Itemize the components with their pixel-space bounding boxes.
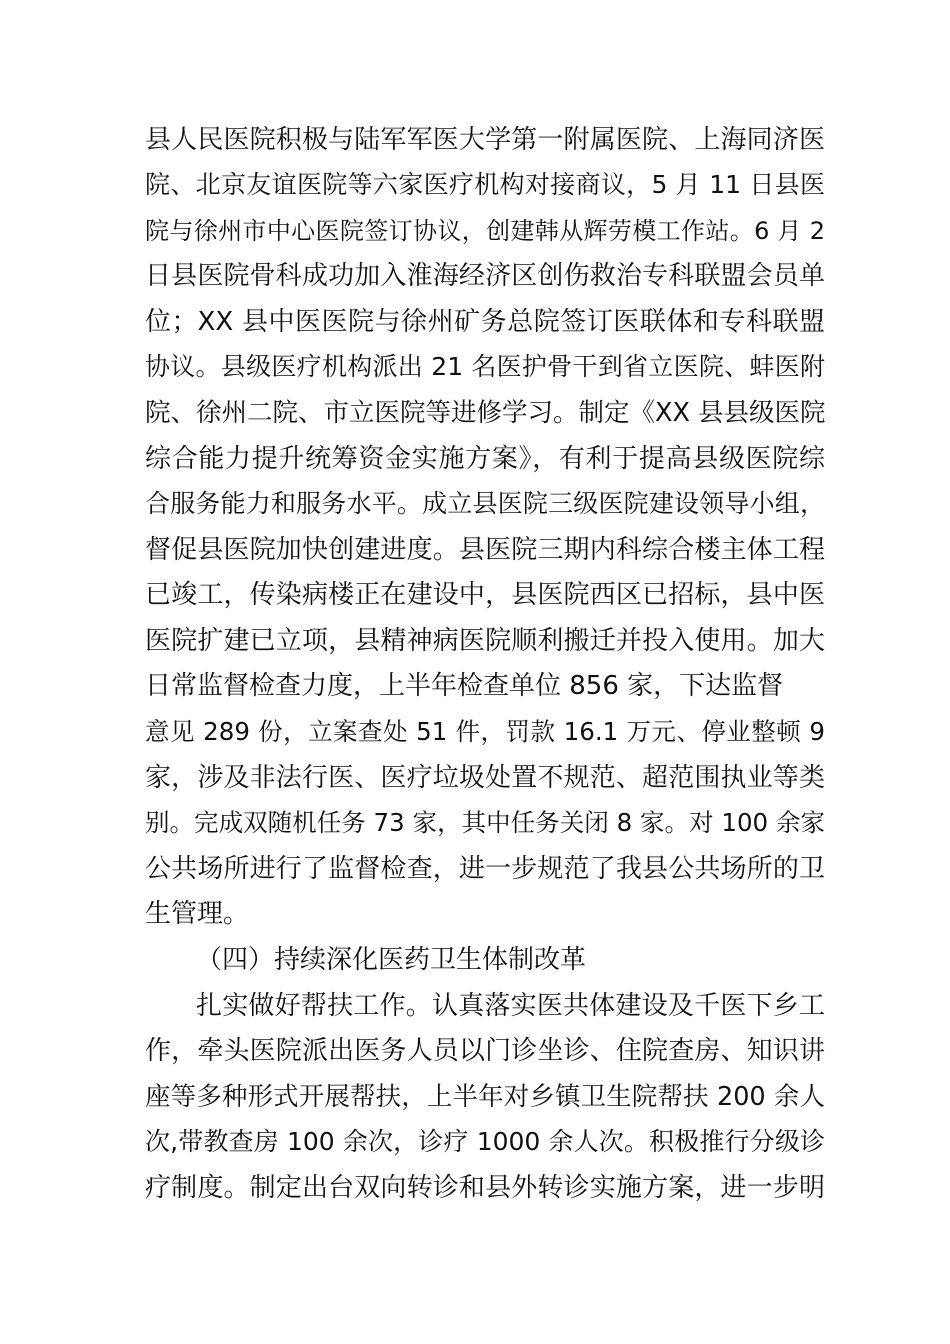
paragraph-line: 日常监督检查力度，上半年检查单位 856 家，下达监督 — [145, 671, 784, 701]
paragraph-line: 生管理。 — [145, 899, 250, 929]
paragraph-line: 位；XX 县中医医院与徐州矿务总院签订医联体和专科联盟 — [145, 307, 825, 337]
paragraph-line: 协议。县级医疗机构派出 21 名医护骨干到省立医院、蚌医附 — [145, 352, 825, 381]
paragraph-line: 院与徐州市中心医院签订协议，创建韩从辉劳模工作站。6 月 2 — [145, 217, 825, 245]
paragraph-line: 日县医院骨科成功加入淮海经济区创伤救治专科联盟会员单 — [145, 261, 825, 291]
paragraph-line: 意见 289 份，立案查处 51 件，罚款 16.1 万元、停业整顿 9 — [145, 717, 825, 746]
paragraph-line: 家，涉及非法行医、医疗垃圾处置不规范、超范围执业等类 — [145, 763, 825, 793]
paragraph-line: 作，牵头医院派出医务人员以门诊坐诊、住院查房、知识讲 — [145, 1036, 825, 1066]
paragraph-line: 合服务能力和服务水平。成立县医院三级医院建设领导小组， — [145, 489, 825, 518]
paragraph-line: 督促县医院加快创建进度。县医院三期内科综合楼主体工程 — [145, 535, 825, 565]
section-heading: （四）持续深化医药卫生体制改革 — [196, 945, 587, 975]
paragraph-line: 院、北京友谊医院等六家医疗机构对接商议，5 月 11 日县医 — [145, 170, 825, 199]
paragraph-line: 疗制度。制定出台双向转诊和县外转诊实施方案，进一步明 — [145, 1173, 825, 1203]
paragraph-line: 已竣工，传染病楼正在建设中，县医院西区已招标，县中医 — [145, 580, 825, 610]
paragraph-line: 综合能力提升统筹资金实施方案》，有利于提高县级医院综 — [145, 444, 825, 474]
paragraph-line: 座等多种形式开展帮扶，上半年对乡镇卫生院帮扶 200 余人 — [145, 1082, 825, 1112]
paragraph-line: 扎实做好帮扶工作。认真落实医共体建设及千医下乡工 — [196, 991, 825, 1021]
paragraph-line: 院、徐州二院、市立医院等进修学习。制定《XX 县县级医院 — [145, 398, 826, 428]
paragraph-line: 公共场所进行了监督检查，进一步规范了我县公共场所的卫 — [145, 854, 825, 884]
paragraph-line: 次,带教查房 100 余次，诊疗 1000 余人次。积极推行分级诊 — [145, 1127, 825, 1156]
paragraph-line: 别。完成双随机任务 73 家，其中任务关闭 8 家。对 100 余家 — [145, 808, 825, 837]
paragraph-line: 县人民医院积极与陆军军医大学第一附属医院、上海同济医 — [145, 125, 825, 155]
paragraph-line: 医院扩建已立项，县精神病医院顺利搬迁并投入使用。加大 — [145, 626, 825, 656]
